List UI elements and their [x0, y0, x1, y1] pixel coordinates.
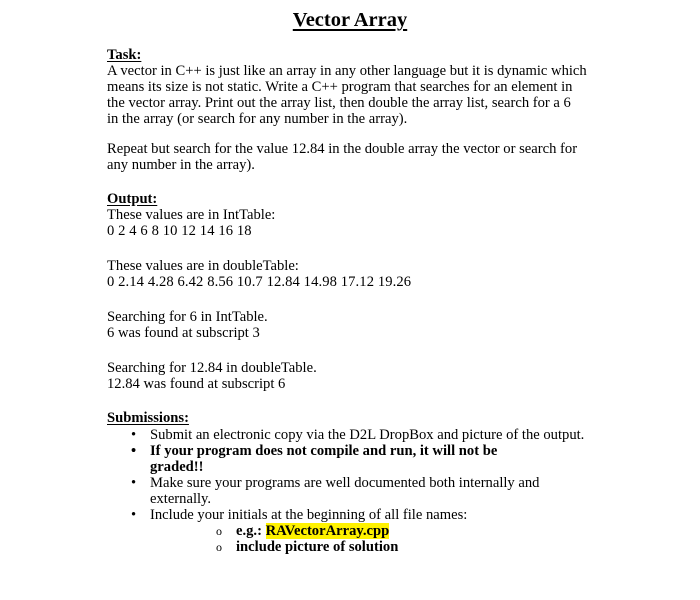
task-paragraph-line: means its size is not static. Write a C++ program that searches for an element in — [107, 79, 573, 95]
search-double-line: Searching for 12.84 in doubleTable. — [107, 360, 317, 376]
bullet-icon: • — [131, 507, 137, 523]
list-item — [107, 475, 627, 507]
int-table-values: 0 2 4 6 8 10 12 14 16 18 — [107, 223, 252, 239]
list-item-text: graded!! — [150, 459, 204, 475]
task-paragraph-line: in the array (or search for any number in the array). — [107, 111, 408, 127]
list-item-text: Submit an electronic copy via the D2L DropBox and picture of the output. — [150, 427, 585, 443]
hollow-bullet-icon: o — [216, 540, 222, 554]
list-item-text: Make sure your programs are well documented both internally and — [150, 475, 540, 491]
task-section — [107, 47, 627, 173]
document-body — [107, 47, 627, 555]
int-table-label: These values are in IntTable: — [107, 207, 276, 223]
double-table-label: These values are in doubleTable: — [107, 258, 299, 274]
example-prefix: e.g.: — [236, 523, 266, 539]
bullet-icon: • — [131, 475, 137, 491]
hollow-bullet-icon: o — [216, 524, 222, 538]
task-paragraph-line: A vector in C++ is just like an array in any other language but it is dynamic which — [107, 63, 587, 79]
document-title: Vector Array — [292, 9, 408, 31]
list-item — [107, 507, 627, 555]
sub-list-item — [150, 523, 627, 539]
example-filename: RAVectorArray.cpp — [265, 523, 390, 539]
list-item — [107, 443, 627, 475]
task-paragraph-line: any number in the array). — [107, 157, 255, 173]
submissions-heading: Submissions: — [107, 410, 189, 426]
list-item — [107, 427, 627, 443]
task-heading: Task: — [107, 47, 142, 63]
list-item-text: Include your initials at the beginning of all file names: — [150, 507, 468, 523]
submissions-list — [107, 427, 627, 555]
list-item-text: externally. — [150, 491, 212, 507]
file-name-sublist — [150, 523, 627, 555]
search-int-line: Searching for 6 in IntTable. — [107, 309, 268, 325]
bullet-icon: • — [131, 443, 137, 459]
submissions-section — [107, 410, 627, 555]
double-table-values: 0 2.14 4.28 6.42 8.56 10.7 12.84 14.98 17.12 19.26 — [107, 274, 412, 290]
bullet-icon: • — [131, 427, 137, 443]
list-item-text: If your program does not compile and run, it will not be — [150, 443, 498, 459]
task-paragraph-line: the vector array. Print out the array list, then double the array list, search for a 6 — [107, 95, 571, 111]
search-int-result: 6 was found at subscript 3 — [107, 325, 260, 341]
output-section — [107, 191, 627, 392]
sub-list-item — [150, 539, 627, 555]
output-heading: Output: — [107, 191, 158, 207]
search-double-result: 12.84 was found at subscript 6 — [107, 376, 286, 392]
picture-instruction: include picture of solution — [236, 539, 399, 555]
task-paragraph-line: Repeat but search for the value 12.84 in the double array the vector or search for — [107, 141, 578, 157]
